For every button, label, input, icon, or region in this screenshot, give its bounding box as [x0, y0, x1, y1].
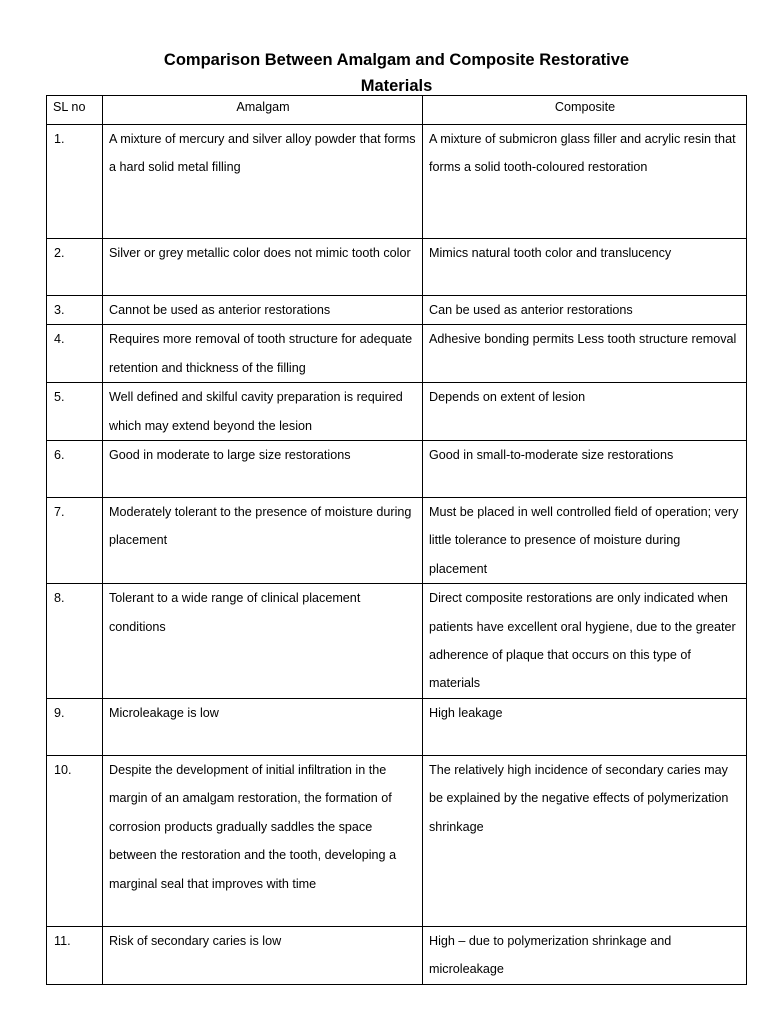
- row-amalgam-cell: Good in moderate to large size restorations: [103, 441, 423, 498]
- row-sl-number: 4.: [47, 325, 103, 383]
- row-sl-number: 9.: [47, 698, 103, 755]
- row-composite-cell: The relatively high incidence of secondary caries may be explained by the negative effects of polymerization shrinkage: [423, 755, 747, 926]
- row-amalgam-cell: Microleakage is low: [103, 698, 423, 755]
- row-composite-cell: Mimics natural tooth color and translucency: [423, 239, 747, 296]
- table-row: [47, 325, 747, 383]
- row-composite-cell: Direct composite restorations are only indicated when patients have excellent oral hygiene, due to the greater adherence of plaque that occurs on this type of materials: [423, 584, 747, 699]
- table-row: [47, 755, 747, 926]
- row-composite-cell: Can be used as anterior restorations: [423, 296, 747, 325]
- row-amalgam-cell: Cannot be used as anterior restorations: [103, 296, 423, 325]
- page-title: [47, 47, 746, 99]
- row-composite-cell: Adhesive bonding permits Less tooth structure removal: [423, 325, 747, 383]
- table-row: [47, 441, 747, 498]
- header-sl-no: SL no: [47, 96, 103, 125]
- title-line-2: Materials: [360, 77, 433, 95]
- row-composite-cell: Must be placed in well controlled field of operation; very little tolerance to presence of moisture during placement: [423, 498, 747, 584]
- row-composite-cell: Good in small-to-moderate size restorations: [423, 441, 747, 498]
- row-amalgam-cell: Moderately tolerant to the presence of moisture during placement: [103, 498, 423, 584]
- row-composite-cell: A mixture of submicron glass filler and acrylic resin that forms a solid tooth-coloured restoration: [423, 125, 747, 239]
- table-row: [47, 926, 747, 984]
- table-row: [47, 296, 747, 325]
- table-row: [47, 584, 747, 699]
- row-amalgam-cell: Requires more removal of tooth structure for adequate retention and thickness of the filling: [103, 325, 423, 383]
- title-line-1: Comparison Between Amalgam and Composite Restorative: [163, 51, 630, 69]
- row-sl-number: 3.: [47, 296, 103, 325]
- row-sl-number: 2.: [47, 239, 103, 296]
- row-amalgam-cell: Despite the development of initial infiltration in the margin of an amalgam restoration, the formation of corrosion products gradually saddles the space between the restoration and the tooth, developing a marginal seal that improves with time: [103, 755, 423, 926]
- table-header: [47, 96, 747, 125]
- row-sl-number: 1.: [47, 125, 103, 239]
- row-amalgam-cell: A mixture of mercury and silver alloy powder that forms a hard solid metal filling: [103, 125, 423, 239]
- row-composite-cell: High leakage: [423, 698, 747, 755]
- row-amalgam-cell: Risk of secondary caries is low: [103, 926, 423, 984]
- comparison-table: [46, 95, 747, 985]
- row-composite-cell: Depends on extent of lesion: [423, 383, 747, 441]
- row-sl-number: 7.: [47, 498, 103, 584]
- table-row: [47, 383, 747, 441]
- row-composite-cell: High – due to polymerization shrinkage and microleakage: [423, 926, 747, 984]
- header-row: [47, 96, 747, 125]
- row-sl-number: 8.: [47, 584, 103, 699]
- table-row: [47, 498, 747, 584]
- table-row: [47, 239, 747, 296]
- row-sl-number: 5.: [47, 383, 103, 441]
- table-row: [47, 698, 747, 755]
- header-composite: Composite: [423, 96, 747, 125]
- row-amalgam-cell: Silver or grey metallic color does not mimic tooth color: [103, 239, 423, 296]
- row-amalgam-cell: Tolerant to a wide range of clinical placement conditions: [103, 584, 423, 699]
- row-sl-number: 10.: [47, 755, 103, 926]
- row-sl-number: 6.: [47, 441, 103, 498]
- row-amalgam-cell: Well defined and skilful cavity preparation is required which may extend beyond the lesion: [103, 383, 423, 441]
- row-sl-number: 11.: [47, 926, 103, 984]
- table-body: [47, 125, 747, 985]
- table-row: [47, 125, 747, 239]
- header-amalgam: Amalgam: [103, 96, 423, 125]
